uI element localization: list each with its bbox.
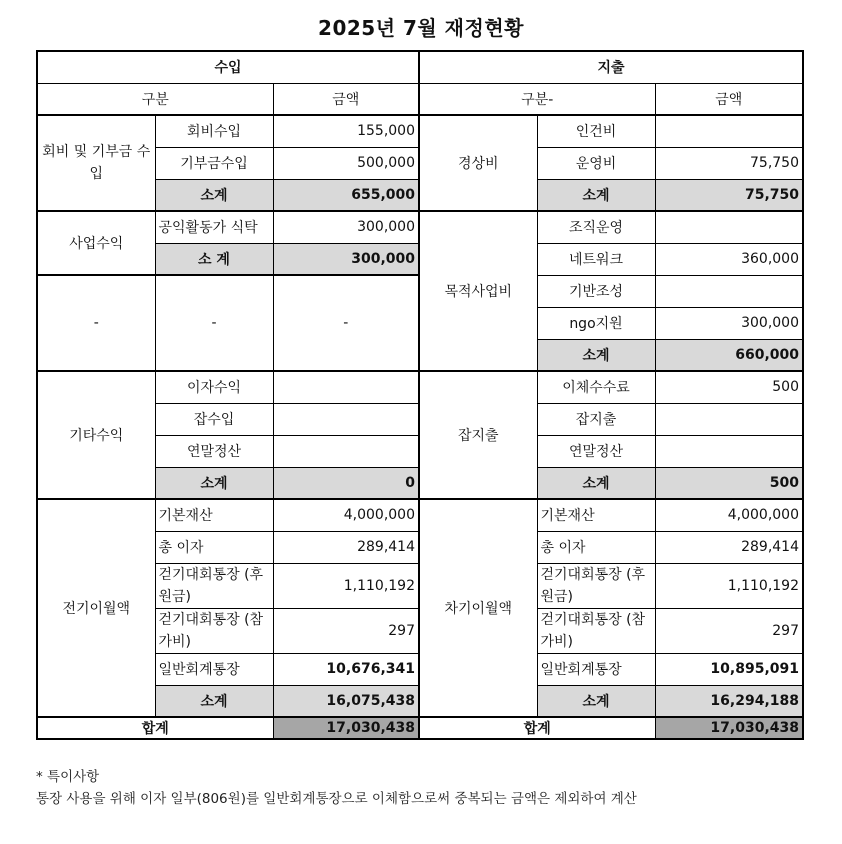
- expense-item-amount: [655, 403, 803, 435]
- income-item-amount: [273, 435, 419, 467]
- income-other-label: 기타수익: [37, 371, 155, 499]
- expense-header: 지출: [419, 51, 803, 83]
- expense-subtotal-label: 소계: [537, 685, 655, 717]
- expense-item-label: 인건비: [537, 115, 655, 147]
- income-item-label: 연말정산: [155, 435, 273, 467]
- income-blank-c: -: [273, 275, 419, 371]
- income-item-amount: [273, 371, 419, 403]
- income-item-label: 일반회계통장: [155, 653, 273, 685]
- expense-operating-label: 경상비: [419, 115, 537, 211]
- expense-item-label: 연말정산: [537, 435, 655, 467]
- income-item-amount: 300,000: [273, 211, 419, 243]
- expense-subtotal-amount: 500: [655, 467, 803, 499]
- income-subtotal-amount: 16,075,438: [273, 685, 419, 717]
- expense-subtotal-label: 소계: [537, 339, 655, 371]
- income-item-amount: 1,110,192: [273, 563, 419, 608]
- expense-item-label: 걷기대회통장 (참가비): [537, 608, 655, 653]
- income-item-label: 기본재산: [155, 499, 273, 531]
- expense-item-label: 총 이자: [537, 531, 655, 563]
- expense-item-amount: 500: [655, 371, 803, 403]
- expense-subtotal-label: 소계: [537, 179, 655, 211]
- expense-item-label: 조직운영: [537, 211, 655, 243]
- expense-item-label: 기반조성: [537, 275, 655, 307]
- income-membership-label: 회비 및 기부금 수입: [37, 115, 155, 211]
- expense-amount-header: 금액: [655, 83, 803, 115]
- expense-category-header: 구분-: [419, 83, 655, 115]
- income-subtotal-label: 소계: [155, 685, 273, 717]
- expense-item-label: ngo지원: [537, 307, 655, 339]
- income-item-amount: [273, 403, 419, 435]
- income-item-label: 잡수입: [155, 403, 273, 435]
- income-subtotal-label: 소 계: [155, 243, 273, 275]
- income-amount-header: 금액: [273, 83, 419, 115]
- expense-subtotal-amount: 660,000: [655, 339, 803, 371]
- income-subtotal-label: 소계: [155, 467, 273, 499]
- notes-section: [36, 766, 637, 810]
- income-subtotal-amount: 655,000: [273, 179, 419, 211]
- expense-item-amount: [655, 435, 803, 467]
- income-item-label: 걷기대회통장 (후원금): [155, 563, 273, 608]
- expense-item-amount: [655, 275, 803, 307]
- income-item-amount: 289,414: [273, 531, 419, 563]
- income-business-label: 사업수익: [37, 211, 155, 275]
- notes-text: 통장 사용을 위해 이자 일부(806원)를 일반회계통장으로 이체함으로써 중복되는 금액은 제외하여 계산: [36, 791, 637, 807]
- notes-heading: * 특이사항: [36, 769, 100, 785]
- income-item-amount: 155,000: [273, 115, 419, 147]
- expense-subtotal-amount: 16,294,188: [655, 685, 803, 717]
- finance-table: [36, 50, 804, 740]
- income-subtotal-amount: 0: [273, 467, 419, 499]
- income-item-label: 기부금수입: [155, 147, 273, 179]
- expense-item-amount: [655, 115, 803, 147]
- expense-subtotal-amount: 75,750: [655, 179, 803, 211]
- income-item-label: 공익활동가 식탁: [155, 211, 273, 243]
- expense-subtotal-label: 소계: [537, 467, 655, 499]
- income-item-label: 이자수익: [155, 371, 273, 403]
- expense-item-label: 네트워크: [537, 243, 655, 275]
- income-category-header: 구분: [37, 83, 273, 115]
- income-subtotal-label: 소계: [155, 179, 273, 211]
- expense-item-label: 일반회계통장: [537, 653, 655, 685]
- income-blank-b: -: [155, 275, 273, 371]
- expense-misc-label: 잡지출: [419, 371, 537, 499]
- expense-carry-label: 차기이월액: [419, 499, 537, 717]
- income-item-label: 총 이자: [155, 531, 273, 563]
- income-header: 수입: [37, 51, 419, 83]
- expense-total-amount: 17,030,438: [655, 717, 803, 739]
- expense-item-amount: 297: [655, 608, 803, 653]
- income-item-label: 회비수입: [155, 115, 273, 147]
- income-item-amount: 297: [273, 608, 419, 653]
- income-total-amount: 17,030,438: [273, 717, 419, 739]
- expense-item-amount: 4,000,000: [655, 499, 803, 531]
- income-item-amount: 500,000: [273, 147, 419, 179]
- expense-item-amount: 1,110,192: [655, 563, 803, 608]
- expense-purpose-label: 목적사업비: [419, 211, 537, 371]
- page-title: 2025년 7월 재정현황: [318, 16, 524, 40]
- income-total-label: 합계: [37, 717, 273, 739]
- expense-item-amount: 300,000: [655, 307, 803, 339]
- income-item-amount: 4,000,000: [273, 499, 419, 531]
- income-subtotal-amount: 300,000: [273, 243, 419, 275]
- expense-item-label: 잡지출: [537, 403, 655, 435]
- expense-item-label: 걷기대회통장 (후원금): [537, 563, 655, 608]
- expense-item-amount: 360,000: [655, 243, 803, 275]
- expense-total-label: 합계: [419, 717, 655, 739]
- income-carry-label: 전기이월액: [37, 499, 155, 717]
- income-item-amount: 10,676,341: [273, 653, 419, 685]
- expense-item-label: 기본재산: [537, 499, 655, 531]
- expense-item-amount: 289,414: [655, 531, 803, 563]
- income-blank-a: -: [37, 275, 155, 371]
- expense-item-label: 운영비: [537, 147, 655, 179]
- expense-item-label: 이체수수료: [537, 371, 655, 403]
- expense-item-amount: 10,895,091: [655, 653, 803, 685]
- expense-item-amount: [655, 211, 803, 243]
- income-item-label: 걷기대회통장 (참가비): [155, 608, 273, 653]
- expense-item-amount: 75,750: [655, 147, 803, 179]
